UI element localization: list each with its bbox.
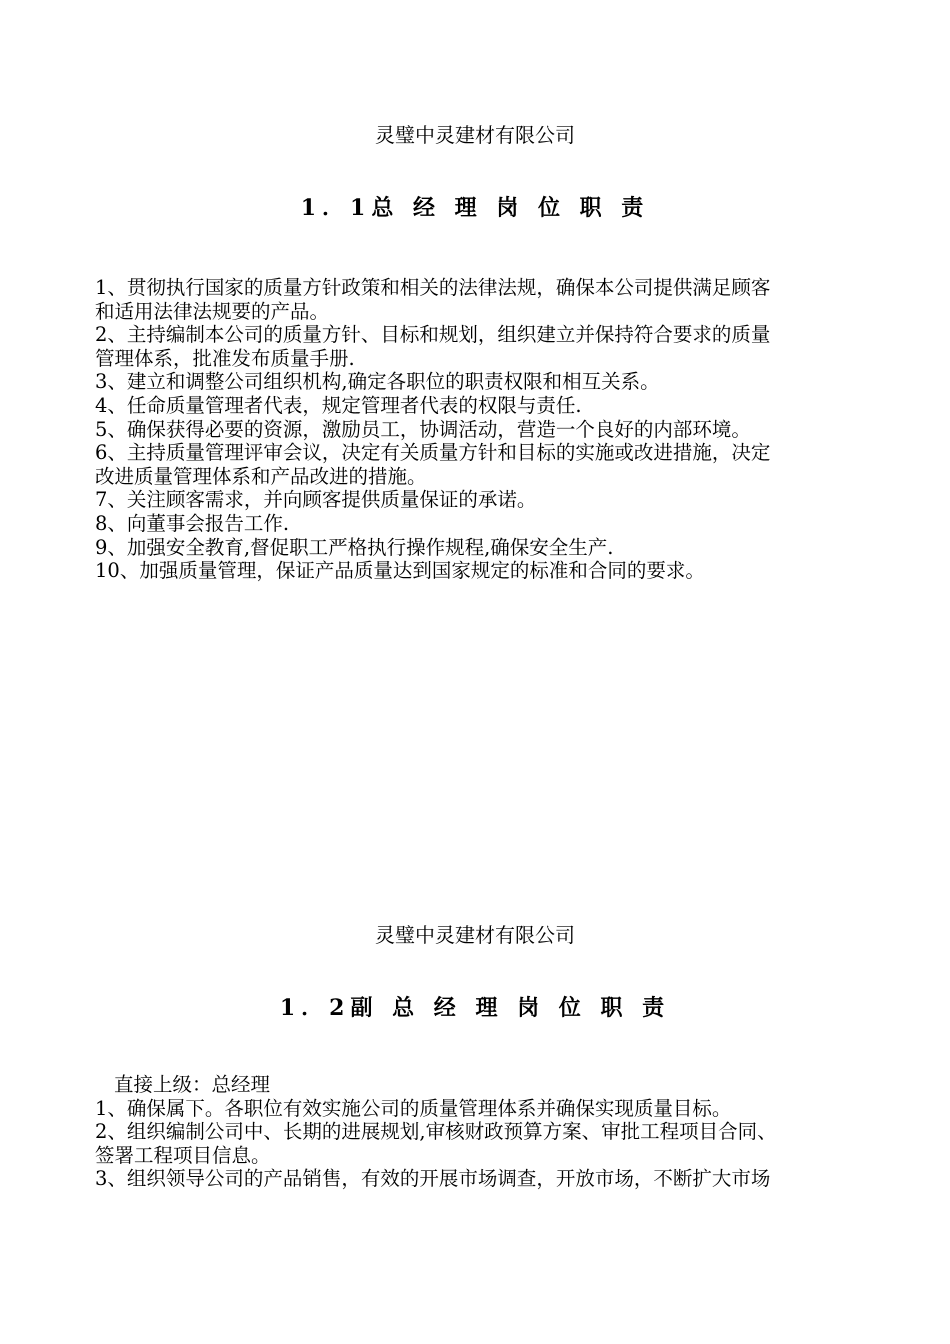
duty-line: 10、加强质量管理，保证产品质量达到国家规定的标准和合同的要求。 [95,559,705,583]
duty-line: 9、加强安全教育,督促职工严格执行操作规程,确保安全生产. [95,535,614,559]
duty-line: 5、确保获得必要的资源，激励员工，协调活动，营造一个良好的内部环境。 [95,417,751,441]
duty-line: 2、组织编制公司中、长期的进展规划,审核财政预算方案、审批工程项目合同、 [95,1120,777,1144]
duty-line: 管理体系，批准发布质量手册. [95,346,355,370]
duty-line: 2、主持编制本公司的质量方针、目标和规划，组织建立并保持符合要求的质量 [95,323,771,347]
duty-line: 6、主持质量管理评审会议，决定有关质量方针和目标的实施或改进措施，决定 [95,441,771,465]
section-title: 1．1总 经 理 岗 位 职 责 [300,195,650,221]
section-title: 1．2副 总 经 理 岗 位 职 责 [279,995,671,1021]
duty-line: 1、确保属下。各职位有效实施公司的质量管理体系并确保实现质量目标。 [95,1096,732,1120]
duty-line: 签署工程项目信息。 [95,1143,271,1167]
duty-line: 和适用法律法规要的产品。 [95,299,330,323]
duty-line: 8、向董事会报告工作. [95,511,290,535]
duty-line: 3、组织领导公司的产品销售，有效的开展市场调查，开放市场，不断扩大市场 [95,1167,771,1191]
duty-line: 4、任命质量管理者代表，规定管理者代表的权限与责任. [95,393,582,417]
duty-list [95,276,875,583]
supervisor-line: 直接上级：总经理 [114,1073,271,1096]
duty-list [95,1073,875,1191]
duty-line: 改进质量管理体系和产品改进的措施。 [95,464,427,488]
company-name: 灵璧中灵建材有限公司 [375,923,575,947]
duty-line: 7、关注顾客需求，并向顾客提供质量保证的承诺。 [95,488,537,512]
company-name: 灵璧中灵建材有限公司 [375,123,575,147]
duty-line: 1、贯彻执行国家的质量方针政策和相关的法律法规，确保本公司提供满足顾客 [95,276,771,299]
duty-line: 3、建立和调整公司组织机构,确定各职位的职责权限和相互关系。 [95,370,660,394]
